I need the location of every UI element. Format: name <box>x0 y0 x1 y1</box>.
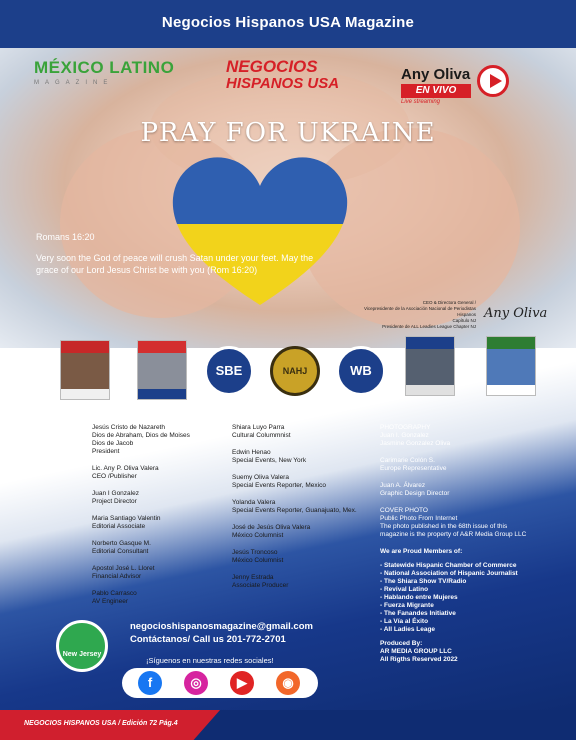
signature: Any Oliva <box>484 306 548 321</box>
social-bar <box>122 668 318 698</box>
sbe-badge: SBE <box>204 346 254 396</box>
facebook-icon[interactable]: f <box>138 671 162 695</box>
staff-entry <box>380 457 560 473</box>
any-oliva-name: Any Oliva <box>401 66 471 83</box>
nj-badge-text: New Jersey <box>62 651 102 658</box>
staff-line: Graphic Design Director <box>380 490 450 497</box>
staff-column-right <box>380 424 560 664</box>
staff-line: Yolanda Valera <box>232 499 276 506</box>
staff-line: José de Jesús Oliva Valera <box>232 524 311 531</box>
staff-line: Financial Advisor <box>92 573 142 580</box>
verse-reference: Romans 16:20 <box>36 232 95 242</box>
member-item: - The Fanandes Initiative <box>380 610 456 617</box>
any-oliva-logo <box>397 62 517 110</box>
instagram-icon[interactable]: ◎ <box>184 671 208 695</box>
verse-text: Very soon the God of peace will crush Satan under your feet. May the grace of our Lord Jesus Christ be with you (Rom 16:20) <box>36 253 314 275</box>
staff-line: AV Engineer <box>92 598 129 605</box>
produced-by <box>380 640 560 664</box>
negocios-hispanos-logo <box>226 58 346 106</box>
staff-line: The photo published in the 68th issue of this <box>380 523 508 530</box>
staff-line: CEO /Publisher <box>92 473 137 480</box>
staff-line: Lic. Any P. Oliva Valera <box>92 465 159 472</box>
staff-line: Special Events, New York <box>232 457 307 464</box>
footer-bar <box>0 710 576 740</box>
mexico-latino-sub: MAGAZINE <box>34 80 114 86</box>
staff-entry <box>232 574 372 590</box>
ukraine-heart-image <box>165 150 355 310</box>
staff-line: Carimarie Colón S. <box>380 457 435 464</box>
staff-column-left <box>92 424 227 615</box>
staff-line: Jenny Estrada <box>232 574 274 581</box>
youtube-icon[interactable]: ▶ <box>230 671 254 695</box>
staff-line: Europe Representative <box>380 465 447 472</box>
negocios-logo-line2: HISPANOS USA <box>226 75 340 92</box>
member-item: - Hablando entre Mujeres <box>380 594 458 601</box>
staff-line: México Columnist <box>232 532 284 539</box>
follow-label: ¡Síguenos en nuestras redes sociales! <box>146 656 274 665</box>
members-list <box>380 562 560 634</box>
staff-entry <box>380 507 560 539</box>
staff-line: Maria Santiago Valentin <box>92 515 161 522</box>
staff-line: Suemy Oliva Valera <box>232 474 289 481</box>
staff-line: Editorial Consultant <box>92 548 149 555</box>
ceo-note-line: Capítulo NJ <box>452 318 476 323</box>
ceo-note-line: Vicepresidente de la Asociación Nacional de Periodistas Hispanos <box>364 306 476 317</box>
staff-entry <box>232 549 372 565</box>
magazine-cover <box>486 336 536 396</box>
members-block <box>380 548 560 664</box>
staff-line: México Columnist <box>232 557 284 564</box>
produced-line: All Rigths Reserved 2022 <box>380 656 458 663</box>
staff-entry <box>92 424 227 456</box>
magazine-cover <box>405 336 455 396</box>
magazine-cover <box>60 340 110 400</box>
member-item: - Fuerza Migrante <box>380 602 434 609</box>
mexico-latino-logo <box>34 58 184 106</box>
staff-entry <box>92 565 227 581</box>
staff-column-middle <box>232 424 372 599</box>
member-item: - Statewide Hispanic Chamber of Commerce <box>380 562 517 569</box>
staff-line: Project Director <box>92 498 137 505</box>
staff-line: Editorial Associate <box>92 523 146 530</box>
ceo-note-line: Presidente de ALL Leadies League Chapter NJ <box>382 324 476 329</box>
staff-line: Juan I Gonzalez <box>92 490 139 497</box>
right-entries <box>380 424 560 539</box>
headline: PRAY FOR UKRAINE <box>140 118 436 148</box>
staff-entry <box>232 449 372 465</box>
member-item: - Revival Latino <box>380 586 429 593</box>
live-streaming-label: Live streaming <box>401 99 441 105</box>
negocios-logo-line1: NEGOCIOS <box>226 57 318 76</box>
staff-entry <box>380 424 560 448</box>
staff-line: Apostol José L. Lloret <box>92 565 155 572</box>
staff-line: Cultural Colummnist <box>232 432 291 439</box>
staff-line: Special Events Reporter, Guanajuato, Mex. <box>232 507 357 514</box>
staff-line: Jesús Cristo de Nazareth <box>92 424 165 431</box>
staff-line: Jesús Troncoso <box>232 549 278 556</box>
contact-email[interactable]: negocioshispanosmagazine@gmail.com <box>130 621 313 632</box>
play-icon <box>477 65 509 97</box>
staff-line: Public Photo From Internet <box>380 515 458 522</box>
staff-line: magazine is the property of A&R Media Group LLC <box>380 531 527 538</box>
staff-line: Shiara Luyo Parra <box>232 424 285 431</box>
staff-line: Pablo Carrasco <box>92 590 137 597</box>
header-bar <box>0 0 576 48</box>
staff-entry <box>232 424 372 440</box>
staff-entry <box>380 482 560 498</box>
member-item: - All Ladies Leage <box>380 626 436 633</box>
contact-phone[interactable]: Contáctanos/ Call us 201-772-2701 <box>130 634 286 645</box>
ceo-note-line: CEO & Directora General / <box>422 300 476 305</box>
page-title: Negocios Hispanos USA Magazine <box>161 14 415 31</box>
staff-entry <box>232 474 372 490</box>
footer-text: NEGOCIOS HISPANOS USA / Edición 72 Pág.4 <box>24 720 178 727</box>
staff-entry <box>232 524 372 540</box>
member-item: - National Association of Hispanic Journalist <box>380 570 518 577</box>
produced-line: Produced By: <box>380 640 423 647</box>
members-heading: We are Proud Members of: <box>380 548 463 555</box>
staff-line: Edwin Henao <box>232 449 271 456</box>
member-item: - La Vía al Éxito <box>380 618 429 625</box>
magazine-cover <box>137 340 187 400</box>
staff-line: Dios de Abraham, Dios de Moises <box>92 432 190 439</box>
staff-line: Jasmine Gonzalez Oliva <box>380 440 451 447</box>
staff-line: Special Events Reporter, Mexico <box>232 482 326 489</box>
nahj-badge: NAHJ <box>270 346 320 396</box>
staff-line: President <box>92 448 120 455</box>
staff-entry <box>92 465 227 481</box>
staff-entry <box>92 515 227 531</box>
staff-line: Associate Producer <box>232 582 289 589</box>
en-vivo-label: EN VIVO <box>401 84 471 98</box>
staff-entry <box>92 590 227 606</box>
staff-entry <box>92 490 227 506</box>
member-item: - The Shiara Show TV/Radio <box>380 578 467 585</box>
new-jersey-badge <box>56 620 108 672</box>
contact-block <box>130 620 313 646</box>
mexico-latino-text: MÉXICO LATINO <box>34 58 175 77</box>
staff-line: Dios de Jacob <box>92 440 134 447</box>
staff-line: COVER PHOTO <box>380 507 428 514</box>
staff-line: Norberto Gasque M. <box>92 540 151 547</box>
podcast-icon[interactable]: ◉ <box>276 671 300 695</box>
staff-line: Juan I. Gonzalez <box>380 432 429 439</box>
produced-line: AR MEDIA GROUP LLC <box>380 648 452 655</box>
staff-entry <box>92 540 227 556</box>
staff-line: Juan A. Álvarez <box>380 482 426 489</box>
staff-entry <box>232 499 372 515</box>
wb-badge: WB <box>336 346 386 396</box>
staff-line: PHOTOGRAPHY <box>380 424 431 431</box>
ceo-note <box>360 300 476 330</box>
